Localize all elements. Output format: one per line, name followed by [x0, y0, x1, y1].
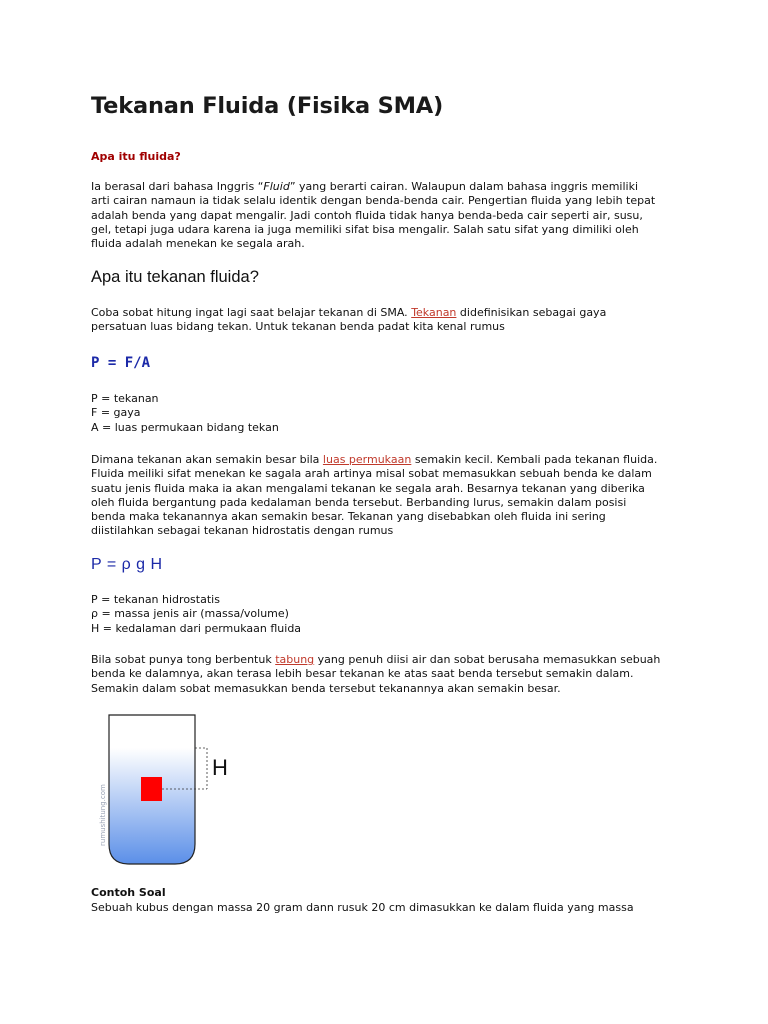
definition-item: A = luas permukaan bidang tekan: [91, 420, 279, 434]
paragraph-line: Bila sobat punya tong berbentuk tabung yang penuh diisi air dan sobat berusaha memasukkan sebuah: [91, 653, 661, 666]
paragraph-line: oleh fluida bergantung pada kedalaman benda tersebut. Berbanding lurus, semakin dalam posisi: [91, 495, 627, 509]
intro-line: adalah benda yang dapat mengalir. Jadi contoh fluida tidak hanya benda-beda cair seperti air, susu,: [91, 208, 643, 222]
definition-list-2: [91, 593, 301, 636]
definition-item: ρ = massa jenis air (massa/volume): [91, 607, 289, 621]
paragraph-line: Dimana tekanan akan semakin besar bila luas permukaan semakin kecil. Kembali pada tekanan fluida.: [91, 453, 658, 466]
link-tekanan[interactable]: Tekanan: [411, 306, 457, 319]
hydrostatic-diagram: [95, 712, 255, 872]
formula-pressure: P = F/A: [91, 355, 151, 371]
paragraph-line: diistilahkan sebagai tekanan hidrostatis dengan rumus: [91, 524, 394, 538]
paragraph-line: benda ke dalamnya, akan terasa lebih besar tekanan ke atas saat benda tersebut semakin dalam.: [91, 667, 634, 681]
definition-list-1: [91, 392, 279, 435]
intro-line: arti cairan namaun ia tidak selalu identik dengan benda-benda cair. Pengertian fluida yang lebih tepat: [91, 194, 656, 208]
formula-hydrostatic: P = ρ g H: [91, 556, 163, 573]
paragraph-tekanan: [91, 306, 606, 335]
page-title: Tekanan Fluida (Fisika SMA): [91, 93, 444, 119]
definition-item: P = tekanan: [91, 392, 159, 405]
water-fill: [109, 748, 195, 864]
link-tabung[interactable]: tabung: [275, 653, 315, 666]
paragraph-fluida-pressure: [91, 453, 657, 539]
definition-item: P = tekanan hidrostatis: [91, 593, 220, 606]
example-heading: Contoh Soal: [91, 886, 166, 899]
paragraph-line: persatuan luas bidang tekan. Untuk tekanan benda padat kita kenal rumus: [91, 320, 505, 334]
intro-paragraph: [91, 180, 655, 251]
definition-item: H = kedalaman dari permukaan fluida: [91, 621, 302, 635]
definition-item: F = gaya: [91, 406, 141, 420]
example-text: Sebuah kubus dengan massa 20 gram dann rusuk 20 cm dimasukkan ke dalam fluida yang massa: [91, 901, 634, 914]
paragraph-tabung: [91, 653, 660, 696]
paragraph-line: Fluida meiliki sifat menekan ke sagala arah artinya misal sobat memasukkan sebuah benda ke dalam: [91, 467, 652, 481]
paragraph-line: Coba sobat hitung ingat lagi saat belajar tekanan di SMA. Tekanan didefinisikan sebagai gaya: [91, 306, 607, 319]
intro-line: gel, tetapi juga udara karena ia juga memiliki sifat bisa mengalir. Salah satu sifat yang dimiliki oleh: [91, 222, 639, 236]
paragraph-line: suatu jenis fluida maka ia akan mengalami tekanan ke segala arah. Besarnya tekanan yang diberika: [91, 481, 645, 495]
link-luas-permukaan[interactable]: luas permukaan: [322, 453, 412, 466]
paragraph-line: benda maka tekanannya akan semakin besar. Tekanan yang disebabkan oleh fluida ini sering: [91, 510, 606, 524]
intro-line: Ia berasal dari bahasa Inggris “Fluid” yang berarti cairan. Walaupun dalam bahasa inggris memiliki: [91, 180, 639, 193]
depth-label: H: [212, 755, 228, 780]
section-heading-tekanan: Apa itu tekanan fluida?: [91, 268, 259, 286]
section-heading-fluida: Apa itu fluida?: [91, 150, 181, 163]
submerged-cube: [141, 777, 162, 801]
watermark: rumushitung.com: [99, 784, 107, 846]
paragraph-line: Semakin dalam sobat memasukkan benda tersebut tekanannya akan semakin besar.: [91, 681, 561, 695]
intro-line: fluida adalah menekan ke segala arah.: [91, 237, 305, 251]
